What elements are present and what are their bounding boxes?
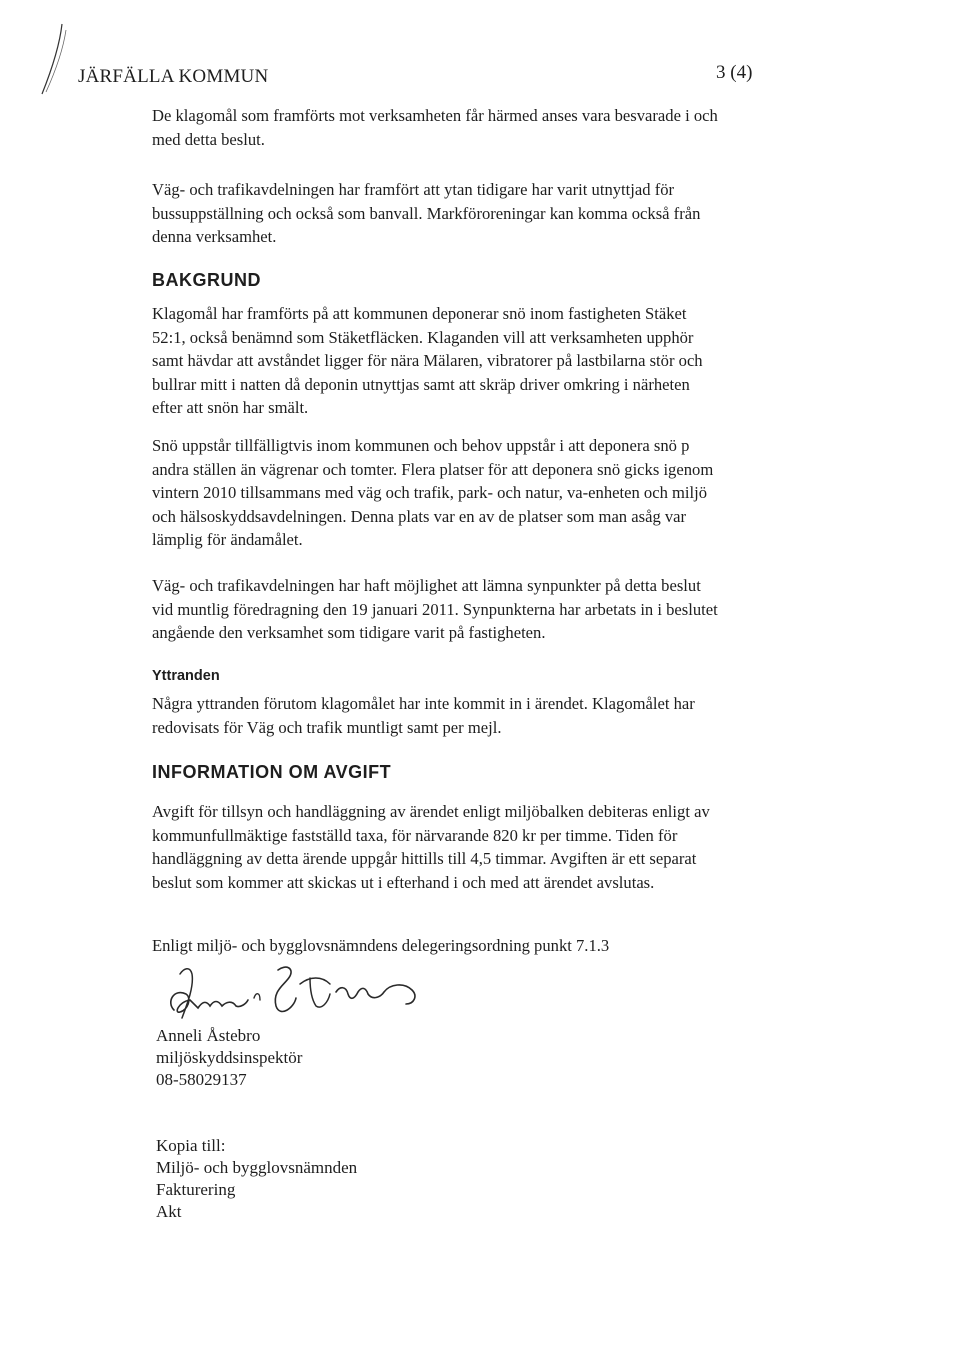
delegation-note <box>152 934 792 958</box>
paragraph-6 <box>152 692 792 739</box>
text-line: vintern 2010 tillsammans med väg och trafik, park- och natur, va-enheten och miljö <box>152 483 708 502</box>
section-heading-yttranden: Yttranden <box>152 668 220 684</box>
kopia-recipient: Akt <box>156 1202 182 1221</box>
text-line: vid muntlig föredragning den 19 januari 2011. Synpunkterna har arbetats in i beslutet <box>152 599 718 619</box>
signer-phone: 08-58029137 <box>156 1070 247 1089</box>
text-line: Klagomål har framförts på att kommunen deponerar snö inom fastigheten Stäket <box>152 304 687 323</box>
signer-name: Anneli Åstebro <box>156 1026 261 1045</box>
text-line: angående den verksamhet som tidigare varit på fastigheten. <box>152 623 546 642</box>
text-line: beslut som kommer att skickas ut i efterhand i och med att ärendet avslutas. <box>152 872 655 892</box>
section-heading-bakgrund: BAKGRUND <box>152 270 261 290</box>
org-name: JÄRFÄLLA KOMMUN <box>78 66 269 87</box>
text-line: 52:1, också benämnd som Stäketfläcken. Klaganden vill att verksamheten upphör <box>152 327 694 347</box>
text-line: redovisats för Väg och trafik muntligt samt per mejl. <box>152 717 502 737</box>
kopia-recipient: Miljö- och bygglovsnämnden <box>156 1158 358 1177</box>
handwritten-signature <box>160 962 430 1030</box>
text-line: Enligt miljö- och bygglovsnämndens delegeringsordning punkt 7.1.3 <box>152 936 610 955</box>
text-line: handläggning av detta ärende uppgår hittills till 4,5 timmar. Avgiften är ett separat <box>152 849 697 868</box>
section-heading-information: INFORMATION OM AVGIFT <box>152 762 392 782</box>
kopia-label: Kopia till: <box>156 1136 226 1155</box>
paragraph-7 <box>152 800 792 894</box>
text-line: och hälsoskyddsavdelningen. Denna plats var en av de platser som man asåg var <box>152 506 687 526</box>
page-number: 3 (4) <box>716 62 753 83</box>
text-line: Avgift för tillsyn och handläggning av ärendet enligt miljöbalken debiteras enligt av <box>152 802 710 821</box>
text-line: Snö uppstår tillfälligtvis inom kommunen och behov uppstår i att deponera snö p <box>152 436 690 455</box>
text-line: med detta beslut. <box>152 129 265 149</box>
text-line: andra ställen än vägrenar och tomter. Flera platser för att deponera snö gicks igenom <box>152 459 714 479</box>
text-line: bussuppställning och också som banvall. Markföroreningar kan komma också från <box>152 203 701 223</box>
paragraph-3 <box>152 302 792 420</box>
text-line: De klagomål som framförts mot verksamheten får härmed anses vara besvarade i och <box>152 106 718 125</box>
signer-title: miljöskyddsinspektör <box>156 1048 303 1067</box>
corner-scratch-mark <box>30 20 80 100</box>
paragraph-4 <box>152 434 792 552</box>
text-line: denna verksamhet. <box>152 227 277 246</box>
text-line: lämplig för ändamålet. <box>152 530 303 549</box>
paragraph-5 <box>152 574 792 645</box>
text-line: bullrar mitt i natten då deponin utnyttjas samt att skräp driver omkring i närheten <box>152 374 690 394</box>
text-line: Några yttranden förutom klagomålet har inte kommit in i ärendet. Klagomålet har <box>152 694 695 713</box>
text-line: efter att snön har smält. <box>152 398 309 417</box>
text-line: Väg- och trafikavdelningen har framfört att ytan tidigare har varit utnyttjad för <box>152 180 675 199</box>
paragraph-1 <box>152 104 792 151</box>
kopia-recipient: Fakturering <box>156 1180 236 1199</box>
text-line: kommunfullmäktige fastställd taxa, för närvarande 820 kr per timme. Tiden för <box>152 825 678 845</box>
paragraph-2 <box>152 178 792 249</box>
text-line: Väg- och trafikavdelningen har haft möjlighet att lämna synpunkter på detta beslut <box>152 576 701 595</box>
text-line: samt hävdar att avståndet ligger för nära Mälaren, vibratorer på lastbilarna stör och <box>152 351 703 370</box>
